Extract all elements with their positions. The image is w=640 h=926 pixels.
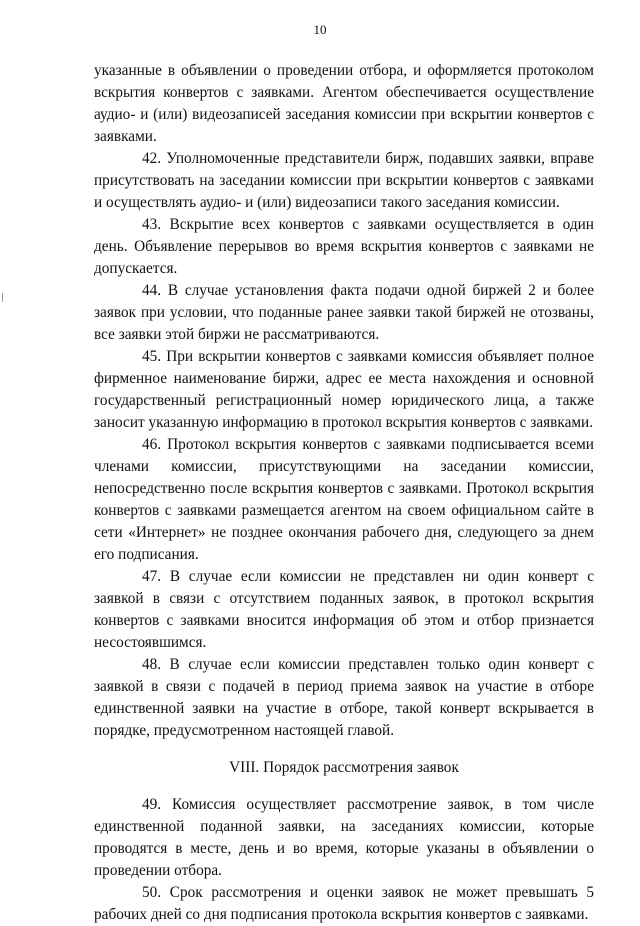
page-number: 10 <box>313 22 327 37</box>
paragraph-50: 50. Срок рассмотрения и оценки заявок не может превышать 5 рабочих дней со дня подписания протокола вскрытия конвертов с заявками. <box>94 884 594 923</box>
paragraph-continuation: указанные в объявлении о проведении отбора, и оформляется протоколом вскрытия конвертов с заявками. Агентом обеспечивается осуществление аудио- и (или) видеозаписей заседания комиссии при вскрытии конвертов с заявками. <box>94 62 594 145</box>
document-body <box>94 60 594 926</box>
paragraph-49: 49. Комиссия осуществляет рассмотрение заявок, в том числе единственной поданной заявки, на заседаниях комиссии, которые проводятся в месте, день и во время, которые указаны в объявлении о проведении отбора. <box>94 796 594 879</box>
paragraph-44: 44. В случае установления факта подачи одной биржей 2 и более заявок при условии, что поданные ранее заявки такой биржей не отозваны, все заявки этой биржи не рассматриваются. <box>94 282 594 343</box>
section-heading: VIII. Порядок рассмотрения заявок <box>229 759 459 776</box>
margin-mark <box>2 293 7 302</box>
paragraph-42: 42. Уполномоченные представители бирж, подавших заявки, вправе присутствовать на заседании комиссии при вскрытии конвертов с заявками и осуществлять аудио- и (или) видеозаписи такого заседания комиссии. <box>94 150 594 211</box>
paragraph-45: 45. При вскрытии конвертов с заявками комиссия объявляет полное фирменное наименование биржи, адрес ее места нахождения и основной государственный регистрационный номер юридического лица, а также заносит указанную информацию в протокол вскрытия конвертов с заявками. <box>94 348 594 431</box>
paragraph-46: 46. Протокол вскрытия конвертов с заявками подписывается всеми членами комиссии, присутствующими на заседании комиссии, непосредственно после вскрытия конвертов с заявками. Протокол вскрытия конвертов с заявками размещается агентом на своем официальном сайте в сети «Интернет» не позднее окончания рабочего дня, следующего за днем его подписания. <box>94 436 594 563</box>
paragraph-43: 43. Вскрытие всех конвертов с заявками осуществляется в один день. Объявление перерывов во время вскрытия конвертов с заявками не допускается. <box>94 216 594 277</box>
paragraph-47: 47. В случае если комиссии не представлен ни один конверт с заявкой в связи с отсутствием поданных заявок, в протокол вскрытия конвертов с заявками вносится информация об этом и отбор признается несостоявшимся. <box>94 568 594 651</box>
paragraph-48: 48. В случае если комиссии представлен только один конверт с заявкой в связи с подачей в период приема заявок на участие в отборе единственной заявки на участие в отборе, такой конверт вскрывается в порядке, предусмотренном настоящей главой. <box>94 656 594 739</box>
